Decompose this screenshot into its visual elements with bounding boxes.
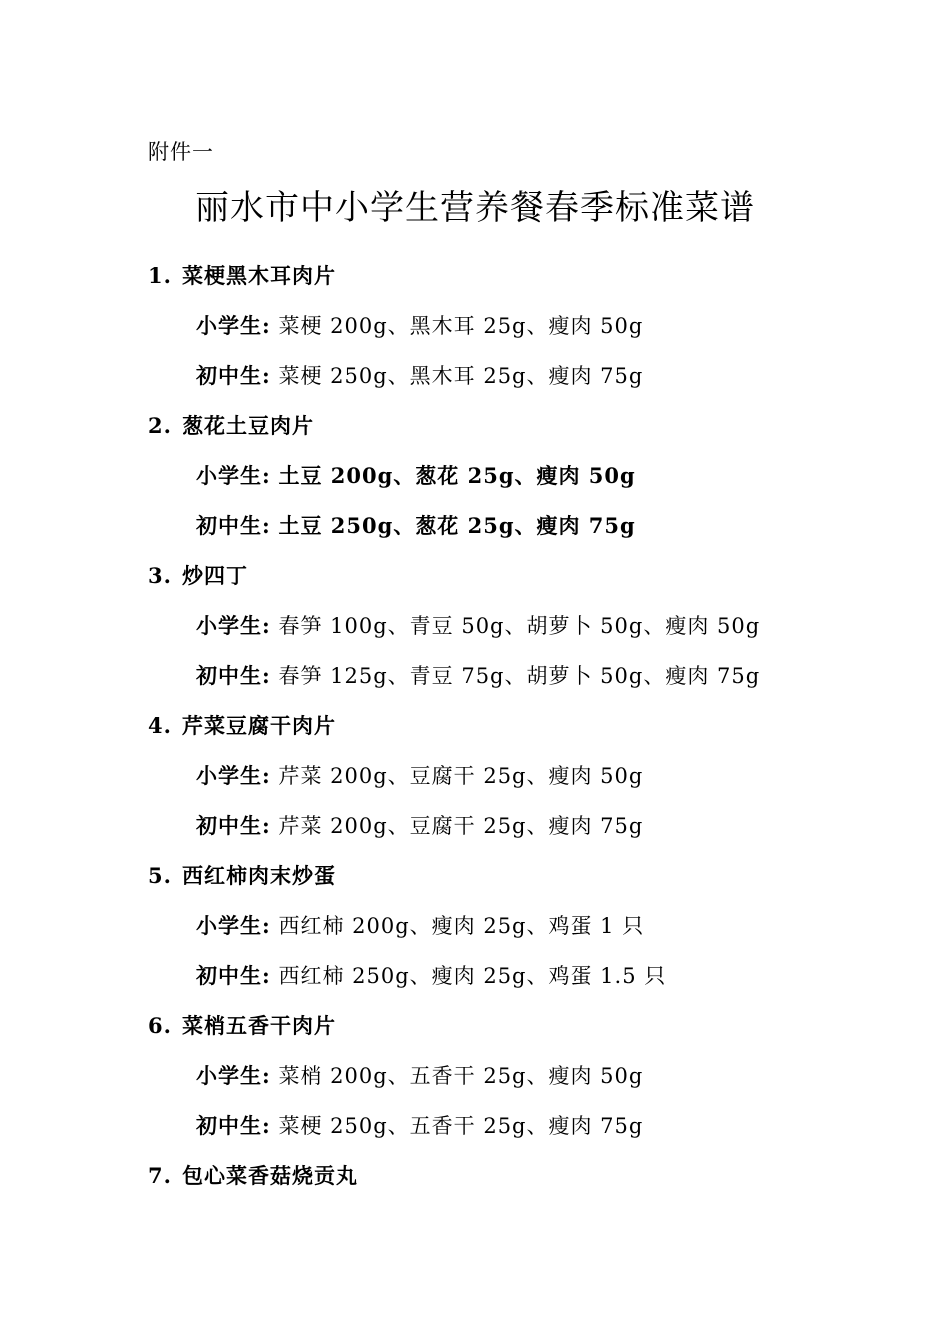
middle-school-portion	[148, 358, 928, 408]
dish-name: 芹菜豆腐干肉片	[182, 713, 336, 738]
primary-school-ingredients: 芹菜 200g、豆腐干 25g、瘦肉 50g	[278, 764, 644, 788]
dish-number: 6.	[148, 1013, 172, 1038]
dish-heading	[148, 1158, 928, 1208]
dish-heading	[148, 258, 928, 308]
page-title: 丽水市中小学生营养餐春季标准菜谱	[195, 188, 755, 228]
middle-school-ingredients: 西红柿 250g、瘦肉 25g、鸡蛋 1.5 只	[278, 964, 667, 988]
dish-heading	[148, 1008, 928, 1058]
middle-school-label: 初中生:	[196, 513, 271, 538]
dish-number: 5.	[148, 863, 172, 888]
primary-school-portion	[148, 908, 928, 958]
dish-name: 炒四丁	[182, 563, 248, 588]
middle-school-label: 初中生:	[196, 363, 271, 388]
primary-school-portion	[148, 458, 928, 508]
primary-school-portion	[148, 1058, 928, 1108]
dish-name: 西红柿肉末炒蛋	[182, 863, 336, 888]
dish-number: 2.	[148, 413, 172, 438]
middle-school-portion	[148, 958, 928, 1008]
middle-school-ingredients: 芹菜 200g、豆腐干 25g、瘦肉 75g	[278, 814, 644, 838]
middle-school-ingredients: 春笋 125g、青豆 75g、胡萝卜 50g、瘦肉 75g	[278, 664, 761, 688]
primary-school-ingredients: 菜梗 200g、黑木耳 25g、瘦肉 50g	[278, 314, 644, 338]
primary-school-label: 小学生:	[196, 313, 271, 338]
primary-school-portion	[148, 308, 928, 358]
dish-heading	[148, 708, 928, 758]
middle-school-portion	[148, 808, 928, 858]
dish-4	[148, 708, 928, 858]
middle-school-label: 初中生:	[196, 813, 271, 838]
primary-school-label: 小学生:	[196, 763, 271, 788]
dish-list	[148, 258, 928, 1208]
primary-school-ingredients: 西红柿 200g、瘦肉 25g、鸡蛋 1 只	[278, 914, 645, 938]
primary-school-portion	[148, 758, 928, 808]
attachment-label: 附件一	[148, 140, 214, 164]
dish-number: 1.	[148, 263, 172, 288]
middle-school-label: 初中生:	[196, 1113, 271, 1138]
dish-1	[148, 258, 928, 408]
dish-number: 3.	[148, 563, 172, 588]
primary-school-ingredients: 土豆 200g、葱花 25g、瘦肉 50g	[278, 463, 636, 488]
middle-school-ingredients: 菜梗 250g、黑木耳 25g、瘦肉 75g	[278, 364, 644, 388]
dish-3	[148, 558, 928, 708]
middle-school-ingredients: 土豆 250g、葱花 25g、瘦肉 75g	[278, 513, 636, 538]
dish-name: 菜梢五香干肉片	[182, 1013, 336, 1038]
dish-heading	[148, 558, 928, 608]
middle-school-portion	[148, 658, 928, 708]
dish-heading	[148, 408, 928, 458]
dish-number: 7.	[148, 1163, 172, 1188]
dish-name: 葱花土豆肉片	[182, 413, 314, 438]
primary-school-ingredients: 菜梢 200g、五香干 25g、瘦肉 50g	[278, 1064, 644, 1088]
middle-school-portion	[148, 1108, 928, 1158]
dish-heading	[148, 858, 928, 908]
dish-7	[148, 1158, 928, 1208]
primary-school-label: 小学生:	[196, 463, 271, 488]
primary-school-ingredients: 春笋 100g、青豆 50g、胡萝卜 50g、瘦肉 50g	[278, 614, 761, 638]
middle-school-label: 初中生:	[196, 663, 271, 688]
primary-school-label: 小学生:	[196, 1063, 271, 1088]
dish-6	[148, 1008, 928, 1158]
primary-school-portion	[148, 608, 928, 658]
dish-name: 包心菜香菇烧贡丸	[182, 1163, 358, 1188]
middle-school-portion	[148, 508, 928, 558]
primary-school-label: 小学生:	[196, 613, 271, 638]
dish-number: 4.	[148, 713, 172, 738]
middle-school-ingredients: 菜梗 250g、五香干 25g、瘦肉 75g	[278, 1114, 644, 1138]
dish-name: 菜梗黑木耳肉片	[182, 263, 336, 288]
dish-5	[148, 858, 928, 1008]
middle-school-label: 初中生:	[196, 963, 271, 988]
primary-school-label: 小学生:	[196, 913, 271, 938]
dish-2	[148, 408, 928, 558]
